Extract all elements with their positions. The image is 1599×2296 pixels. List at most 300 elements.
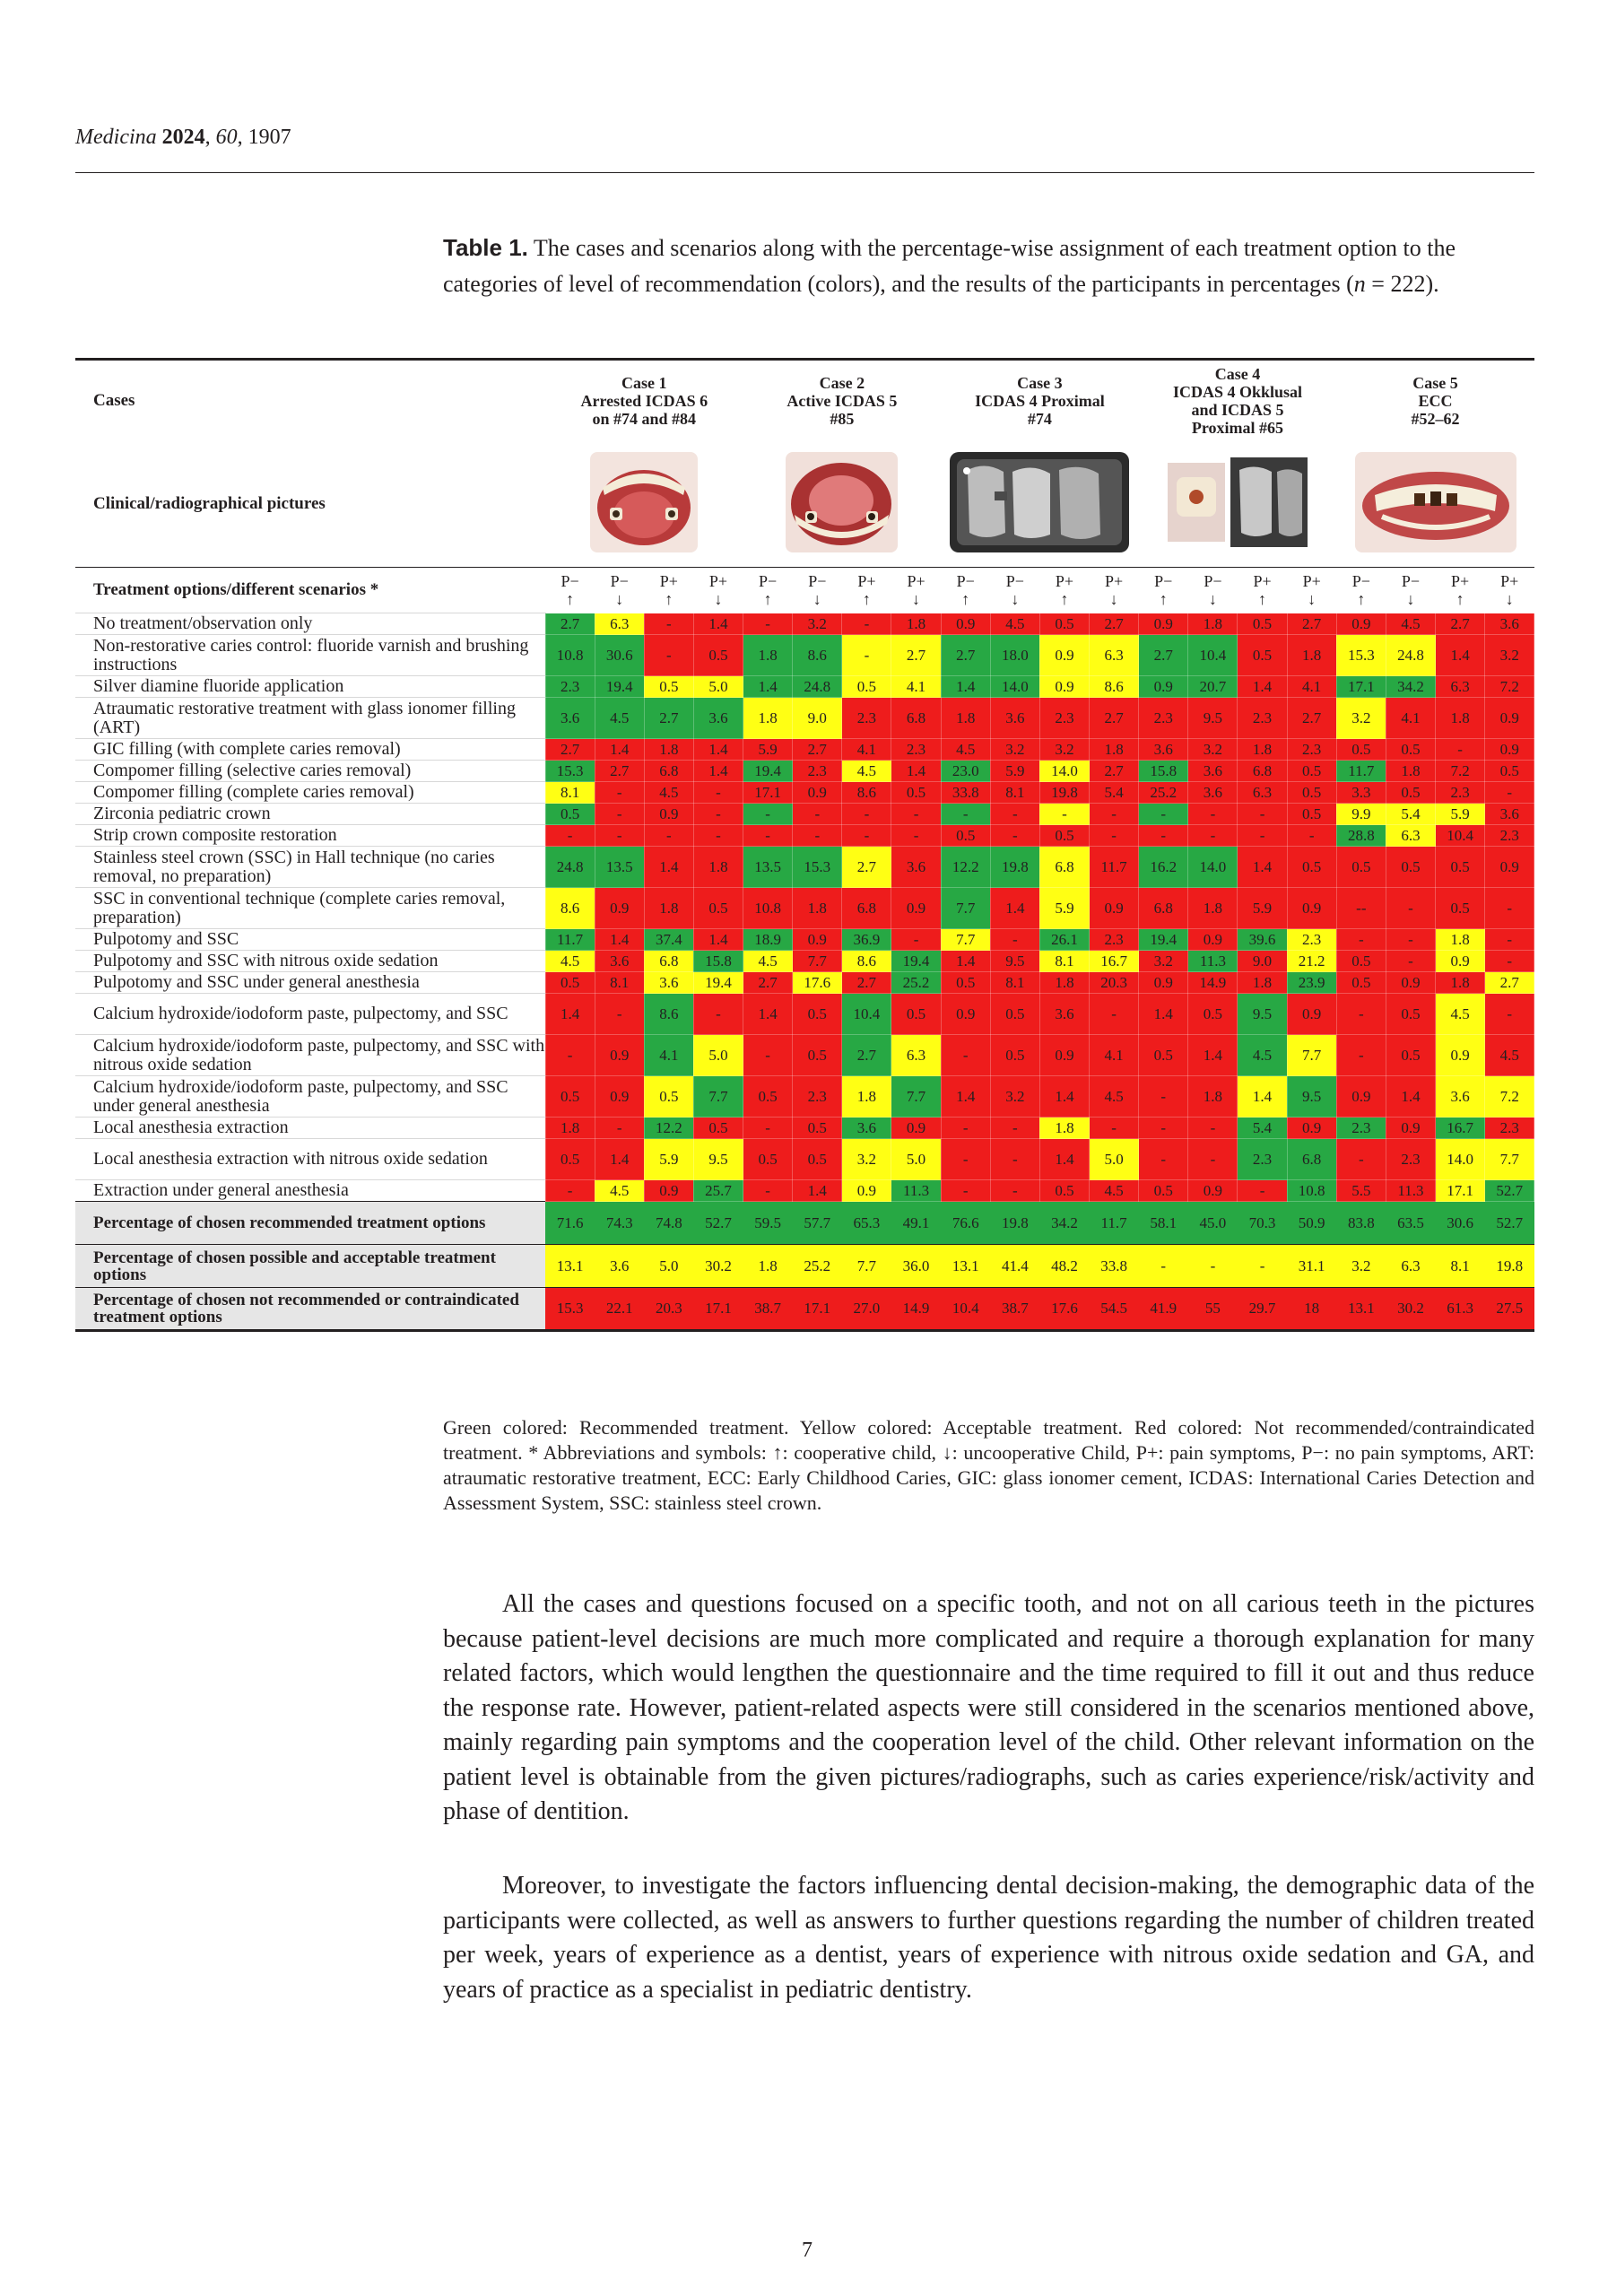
table-cell: - <box>743 1180 793 1202</box>
table-cell: 3.6 <box>891 847 941 888</box>
table-cell: 3.6 <box>1039 994 1089 1035</box>
table-cell: 4.5 <box>545 951 595 972</box>
table-cell: 3.6 <box>1485 804 1534 825</box>
table-cell: 1.4 <box>1436 635 1485 676</box>
table-cell: - <box>1039 804 1089 825</box>
summary-cell: 7.7 <box>842 1245 891 1288</box>
table-row <box>75 613 1534 635</box>
table-cell: 5.9 <box>1039 888 1089 929</box>
pictures-row <box>75 441 1534 568</box>
table-cell: 3.2 <box>990 1076 1039 1118</box>
table-cell: 1.8 <box>1436 972 1485 994</box>
summary-cell: 50.9 <box>1287 1202 1336 1245</box>
table-cell: - <box>1188 1118 1238 1139</box>
table-cell: - <box>941 1118 990 1139</box>
summary-cell: 20.3 <box>644 1288 693 1331</box>
table-cell: 0.5 <box>1287 804 1336 825</box>
case-header-line: Case 5 <box>1412 374 1458 392</box>
table-cell: 0.5 <box>1485 761 1534 782</box>
scenario-cooperation: ↑ <box>961 590 970 608</box>
table-cell: 17.1 <box>1436 1180 1485 1202</box>
table-cell: 18.9 <box>743 929 793 951</box>
scenario-header <box>1386 568 1435 613</box>
table-cell: - <box>1090 825 1139 847</box>
table-row <box>75 739 1534 761</box>
case-header-row <box>75 361 1534 441</box>
table-cell: 2.3 <box>1287 929 1336 951</box>
table-cell: 1.4 <box>1188 1035 1238 1076</box>
clinical-picture-image <box>1336 452 1534 557</box>
table-cell: 7.2 <box>1485 676 1534 698</box>
table-cell: - <box>595 994 644 1035</box>
table-caption <box>443 230 1534 302</box>
summary-cell: 70.3 <box>1238 1202 1287 1245</box>
summary-cell: 58.1 <box>1139 1202 1188 1245</box>
table-cell: 0.5 <box>1139 1035 1188 1076</box>
table-cell: - <box>1485 888 1534 929</box>
table-cell: - <box>743 1118 793 1139</box>
table-cell: 7.7 <box>693 1076 743 1118</box>
table-cell: - <box>743 613 793 635</box>
table-cell: 2.3 <box>842 698 891 739</box>
clinical-picture-image <box>1139 452 1337 557</box>
scenario-cooperation: ↑ <box>566 590 575 608</box>
scenario-header <box>793 568 842 613</box>
table-cell: 1.8 <box>743 698 793 739</box>
table-cell: - <box>1436 739 1485 761</box>
summary-cell: 5.0 <box>644 1245 693 1288</box>
treatment-option-label: Compomer filling (selective caries removal) <box>75 761 545 782</box>
scenario-header <box>1336 568 1386 613</box>
table-cell: 1.8 <box>644 739 693 761</box>
summary-cell: 11.7 <box>1090 1202 1139 1245</box>
table-cell: 2.7 <box>1287 698 1336 739</box>
table-cell: 1.4 <box>1039 1139 1089 1180</box>
scenario-pain: P+ <box>1500 572 1519 590</box>
table-cell: 2.3 <box>1386 1139 1435 1180</box>
table-cell: 0.5 <box>693 1118 743 1139</box>
table-cell: 2.3 <box>1436 782 1485 804</box>
table-cell: 3.6 <box>644 972 693 994</box>
table-cell: 0.5 <box>793 994 842 1035</box>
table-cell: 3.2 <box>1139 951 1188 972</box>
summary-cell: 13.1 <box>1336 1288 1386 1331</box>
table-cell: - <box>842 804 891 825</box>
summary-cell: 71.6 <box>545 1202 595 1245</box>
summary-cell: - <box>1139 1245 1188 1288</box>
table-cell: 1.8 <box>743 635 793 676</box>
table-cell: 0.9 <box>1336 1076 1386 1118</box>
table-cell: - <box>990 804 1039 825</box>
table-cell: 6.8 <box>842 888 891 929</box>
body-paragraph-1: All the cases and questions focused on a specific tooth, and not on all carious teeth in the pictures because patient-level decisions are much more complicated and require a thorough explanation for many related factors, which would lengthen the questionnaire and the time required to fill it out and thus reduce the response rate. However, patient-related aspects were still considered in the scenarios mentioned above, mainly regarding pain symptoms and the cooperation level of the child. Other relevant information on the patient level is obtainable from the given pictures/radiographs, such as caries experience/risk/activity and phase of dentition. <box>443 1590 1534 1825</box>
table-cell: 1.4 <box>793 1180 842 1202</box>
table-cell: - <box>1386 888 1435 929</box>
summary-cell: 3.2 <box>1336 1245 1386 1288</box>
table-cell: 0.5 <box>990 1035 1039 1076</box>
table-cell: 0.5 <box>1188 994 1238 1035</box>
table-cell: 1.4 <box>595 739 644 761</box>
table-cell: - <box>1386 951 1435 972</box>
case-header-1 <box>545 361 743 441</box>
summary-cell: 55 <box>1188 1288 1238 1331</box>
table-cell: 0.9 <box>1386 972 1435 994</box>
table-cell: 0.5 <box>1039 825 1089 847</box>
table-cell: 5.9 <box>644 1139 693 1180</box>
table-cell: 10.8 <box>1287 1180 1336 1202</box>
scenario-pain: P+ <box>1105 572 1124 590</box>
table-cell: 12.2 <box>941 847 990 888</box>
table-row <box>75 825 1534 847</box>
summary-cell: 36.0 <box>891 1245 941 1288</box>
table-cell: 2.3 <box>1238 698 1287 739</box>
summary-cell: 38.7 <box>990 1288 1039 1331</box>
table-cell: 2.3 <box>1485 825 1534 847</box>
table-cell: 6.3 <box>1238 782 1287 804</box>
table-cell: 1.8 <box>1238 972 1287 994</box>
summary-cell: 13.1 <box>545 1245 595 1288</box>
table-cell: - <box>693 825 743 847</box>
table-cell: 0.5 <box>1336 847 1386 888</box>
summary-cell: 29.7 <box>1238 1288 1287 1331</box>
table-cell: 1.4 <box>693 739 743 761</box>
scenario-cooperation: ↓ <box>1011 590 1020 608</box>
table-cell: - <box>1485 951 1534 972</box>
table-cell: 2.3 <box>545 676 595 698</box>
table-cell: 6.3 <box>1386 825 1435 847</box>
table-cell: 0.9 <box>644 804 693 825</box>
table-cell: - <box>693 804 743 825</box>
table-cell: 0.5 <box>941 825 990 847</box>
table-cell: 4.5 <box>644 782 693 804</box>
summary-cell: 22.1 <box>595 1288 644 1331</box>
table-cell: 1.8 <box>1436 698 1485 739</box>
results-table-grid <box>75 358 1534 1332</box>
table-cell: - <box>891 929 941 951</box>
table-cell: 4.1 <box>842 739 891 761</box>
table-cell: 2.7 <box>644 698 693 739</box>
table-cell: 6.8 <box>1287 1139 1336 1180</box>
table-cell: 0.5 <box>545 1139 595 1180</box>
table-cell: 16.7 <box>1090 951 1139 972</box>
table-cell: 0.5 <box>1386 1035 1435 1076</box>
table-cell: 0.9 <box>941 994 990 1035</box>
table-cell: 0.9 <box>595 1035 644 1076</box>
table-row <box>75 676 1534 698</box>
table-cell: 0.5 <box>743 1139 793 1180</box>
table-cell: 0.5 <box>1039 1180 1089 1202</box>
table-cell: 6.8 <box>1238 761 1287 782</box>
table-cell: 7.7 <box>941 888 990 929</box>
scenario-header <box>1039 568 1089 613</box>
scenario-pain: P− <box>1401 572 1421 590</box>
scenario-pain: P+ <box>1253 572 1272 590</box>
summary-cell: 17.1 <box>693 1288 743 1331</box>
summary-cell: 74.8 <box>644 1202 693 1245</box>
table-cell: - <box>1336 1035 1386 1076</box>
table-cell: 0.9 <box>1188 1180 1238 1202</box>
summary-cell: 13.1 <box>941 1245 990 1288</box>
table-cell: 0.9 <box>793 929 842 951</box>
table-cell: 2.7 <box>545 613 595 635</box>
table-cell: 0.5 <box>793 1035 842 1076</box>
table-cell: - <box>1485 994 1534 1035</box>
caption-text: The cases and scenarios along with the percentage-wise assignment of each treatment option to the categories of level of recommendation (colors), and the results of the participants in percentages ( <box>443 235 1456 297</box>
table-cell: 10.8 <box>743 888 793 929</box>
table-cell: 0.5 <box>1287 782 1336 804</box>
summary-cell: 19.8 <box>990 1202 1039 1245</box>
table-cell: 2.3 <box>1238 1139 1287 1180</box>
summary-cell: 33.8 <box>1090 1245 1139 1288</box>
summary-cell: - <box>1238 1245 1287 1288</box>
treatment-option-label: Compomer filling (complete caries removal) <box>75 782 545 804</box>
table-cell: 6.8 <box>1139 888 1188 929</box>
clinical-picture-image <box>545 452 743 557</box>
table-cell: - <box>743 825 793 847</box>
summary-cell: 31.1 <box>1287 1245 1336 1288</box>
treatment-option-label: Non-restorative caries control: fluoride varnish and brushing instructions <box>75 635 545 676</box>
case-header-2 <box>743 361 942 441</box>
table-cell: 2.7 <box>1090 698 1139 739</box>
scenario-header <box>1090 568 1139 613</box>
table-cell: 4.5 <box>743 951 793 972</box>
table-cell: - <box>1139 804 1188 825</box>
table-cell: 0.5 <box>1436 888 1485 929</box>
table-cell: 0.9 <box>595 888 644 929</box>
scenario-cooperation: ↑ <box>1357 590 1366 608</box>
table-cell: 3.2 <box>1039 739 1089 761</box>
table-row <box>75 782 1534 804</box>
scenario-header <box>644 568 693 613</box>
scenario-cooperation: ↓ <box>1308 590 1317 608</box>
table-cell: 17.6 <box>793 972 842 994</box>
table-cell: - <box>545 1180 595 1202</box>
summary-cell: 18 <box>1287 1288 1336 1331</box>
treatment-option-label: Stainless steel crown (SSC) in Hall technique (no caries removal, no preparation) <box>75 847 545 888</box>
table-cell: 4.1 <box>1287 676 1336 698</box>
table-cell: 4.5 <box>990 613 1039 635</box>
table-cell: - <box>545 825 595 847</box>
scenario-pain: P− <box>1005 572 1024 590</box>
table-cell: 6.3 <box>1436 676 1485 698</box>
table-cell: 0.9 <box>1336 613 1386 635</box>
table-cell: 1.8 <box>793 888 842 929</box>
header-rule <box>75 172 1534 173</box>
table-cell: - <box>1090 994 1139 1035</box>
table-cell: 5.9 <box>1436 804 1485 825</box>
table-cell: - <box>891 804 941 825</box>
scenario-pain: P− <box>610 572 629 590</box>
table-cell: 19.4 <box>595 676 644 698</box>
table-cell: 1.4 <box>1039 1076 1089 1118</box>
table-row <box>75 1076 1534 1118</box>
table-row <box>75 1118 1534 1139</box>
table-cell: 28.8 <box>1336 825 1386 847</box>
table-cell: 1.4 <box>1238 676 1287 698</box>
table-cell: 9.5 <box>1287 1076 1336 1118</box>
summary-cell: 17.1 <box>793 1288 842 1331</box>
case-header-4 <box>1139 361 1337 441</box>
table-cell: 0.9 <box>1287 888 1336 929</box>
treatment-option-label: Zirconia pediatric crown <box>75 804 545 825</box>
table-cell: - <box>941 1180 990 1202</box>
table-cell: 0.5 <box>1238 635 1287 676</box>
table-cell: 10.8 <box>545 635 595 676</box>
scenario-header <box>545 568 595 613</box>
table-row <box>75 1139 1534 1180</box>
table-cell: 2.7 <box>842 847 891 888</box>
table-cell: - <box>793 825 842 847</box>
table-cell: 3.6 <box>1485 613 1534 635</box>
scenario-cooperation: ↓ <box>714 590 723 608</box>
table-cell: 2.7 <box>1485 972 1534 994</box>
table-cell: 5.4 <box>1238 1118 1287 1139</box>
table-cell: 1.4 <box>1139 994 1188 1035</box>
table-cell: 1.8 <box>842 1076 891 1118</box>
summary-label: Percentage of chosen recommended treatment options <box>75 1202 545 1245</box>
table-cell: - <box>693 782 743 804</box>
scenario-cooperation: ↑ <box>1060 590 1069 608</box>
table-cell: 25.2 <box>891 972 941 994</box>
table-cell: 0.9 <box>941 613 990 635</box>
summary-label: Percentage of chosen possible and acceptable treatment options <box>75 1245 545 1288</box>
table-cell: 0.9 <box>644 1180 693 1202</box>
table-cell: 3.6 <box>990 698 1039 739</box>
table-cell: 19.8 <box>1039 782 1089 804</box>
table-cell: 1.4 <box>941 676 990 698</box>
table-cell: 2.7 <box>1287 613 1336 635</box>
case-header-line: Active ICDAS 5 <box>786 392 898 410</box>
table-cell: 8.6 <box>842 782 891 804</box>
summary-row <box>75 1202 1534 1245</box>
table-cell: 15.3 <box>545 761 595 782</box>
journal-name: Medicina <box>75 126 157 149</box>
table-cell: 25.7 <box>693 1180 743 1202</box>
table-cell: - <box>595 1118 644 1139</box>
case-header-line: and ICDAS 5 <box>1191 401 1284 419</box>
table-cell: 8.6 <box>545 888 595 929</box>
treatment-option-label: No treatment/observation only <box>75 613 545 635</box>
table-cell: - <box>1139 1076 1188 1118</box>
table-cell: 0.9 <box>1485 847 1534 888</box>
summary-cell: 27.0 <box>842 1288 891 1331</box>
summary-cell: 27.5 <box>1485 1288 1534 1331</box>
table-cell: 10.4 <box>842 994 891 1035</box>
table-cell: - <box>990 1118 1039 1139</box>
table-cell: - <box>743 1035 793 1076</box>
table-cell: 15.3 <box>1336 635 1386 676</box>
table-cell: 1.8 <box>1188 1076 1238 1118</box>
table-cell: 0.5 <box>1336 739 1386 761</box>
table-row <box>75 804 1534 825</box>
table-cell: 3.2 <box>842 1139 891 1180</box>
scenario-cooperation: ↓ <box>1208 590 1217 608</box>
table-cell: 0.5 <box>1436 847 1485 888</box>
table-cell: 0.9 <box>1139 972 1188 994</box>
table-cell: 4.5 <box>1238 1035 1287 1076</box>
scenario-cooperation: ↑ <box>862 590 871 608</box>
table-cell: 3.2 <box>990 739 1039 761</box>
table-cell: 4.1 <box>1386 698 1435 739</box>
table-cell: 5.0 <box>693 1035 743 1076</box>
table-cell: 1.4 <box>743 676 793 698</box>
treatment-option-label: Local anesthesia extraction with nitrous oxide sedation <box>75 1139 545 1180</box>
table-row <box>75 761 1534 782</box>
table-row <box>75 847 1534 888</box>
table-cell: 5.9 <box>743 739 793 761</box>
table-cell: 0.9 <box>1188 929 1238 951</box>
table-cell: 0.5 <box>644 1076 693 1118</box>
table-cell: 5.0 <box>1090 1139 1139 1180</box>
pictures-label: Clinical/radiographical pictures <box>93 494 326 513</box>
summary-cell: 74.3 <box>595 1202 644 1245</box>
table-cell: - <box>1287 825 1336 847</box>
table-cell: 14.0 <box>1188 847 1238 888</box>
table-cell: 8.1 <box>545 782 595 804</box>
table-cell: 0.5 <box>693 635 743 676</box>
table-cell: 0.5 <box>743 1076 793 1118</box>
table-cell: 0.5 <box>1386 739 1435 761</box>
table-cell: 0.9 <box>1039 676 1089 698</box>
table-cell: 0.5 <box>644 676 693 698</box>
table-cell: - <box>941 1139 990 1180</box>
summary-cell: 41.9 <box>1139 1288 1188 1331</box>
caption-text-end: = 222). <box>1365 271 1439 297</box>
scenario-pain: P− <box>1351 572 1370 590</box>
journal-volume: 60 <box>215 126 238 149</box>
scenario-header <box>1139 568 1188 613</box>
case-header-line: Case 4 <box>1214 365 1261 383</box>
summary-cell: - <box>1188 1245 1238 1288</box>
table-cell: 0.9 <box>793 782 842 804</box>
caption-label: Table 1. <box>443 234 528 261</box>
summary-cell: 8.1 <box>1436 1245 1485 1288</box>
scenario-cooperation: ↓ <box>1109 590 1118 608</box>
scenario-header <box>941 568 990 613</box>
table-cell: 4.5 <box>842 761 891 782</box>
table-cell: 1.4 <box>891 761 941 782</box>
table-cell: 4.5 <box>595 698 644 739</box>
table-cell: 1.4 <box>595 1139 644 1180</box>
table-cell: 4.5 <box>941 739 990 761</box>
table-cell: 9.5 <box>1188 698 1238 739</box>
table-cell: 0.5 <box>990 994 1039 1035</box>
table-cell: 24.8 <box>1386 635 1435 676</box>
table-cell: 2.3 <box>891 739 941 761</box>
table-cell: 8.1 <box>1039 951 1089 972</box>
summary-cell: 65.3 <box>842 1202 891 1245</box>
case-header-5 <box>1336 361 1534 441</box>
cases-label: Cases <box>93 391 135 410</box>
summary-cell: 38.7 <box>743 1288 793 1331</box>
table-cell: 0.9 <box>595 1076 644 1118</box>
table-cell: 1.4 <box>545 994 595 1035</box>
table-cell: 2.7 <box>793 739 842 761</box>
table-cell: 19.8 <box>990 847 1039 888</box>
table-cell: 5.5 <box>1336 1180 1386 1202</box>
table-cell: 39.6 <box>1238 929 1287 951</box>
table-cell: 2.3 <box>1139 698 1188 739</box>
table-cell: 52.7 <box>1485 1180 1534 1202</box>
journal-year: 2024 <box>161 126 205 149</box>
scenario-header <box>1238 568 1287 613</box>
body-paragraph-2: Moreover, to investigate the factors influencing dental decision-making, the demographic data of the participants were collected, as well as answers to further questions regarding the number of children treated per week, years of experience as a dentist, years of experience with nitrous oxide sedation and GA, and years of practice as a specialist in pediatric dentistry. <box>443 1872 1534 2004</box>
summary-cell: 25.2 <box>793 1245 842 1288</box>
scenario-pain: P− <box>956 572 975 590</box>
treatment-option-label: Local anesthesia extraction <box>75 1118 545 1139</box>
scenario-header <box>595 568 644 613</box>
table-cell: 15.3 <box>793 847 842 888</box>
